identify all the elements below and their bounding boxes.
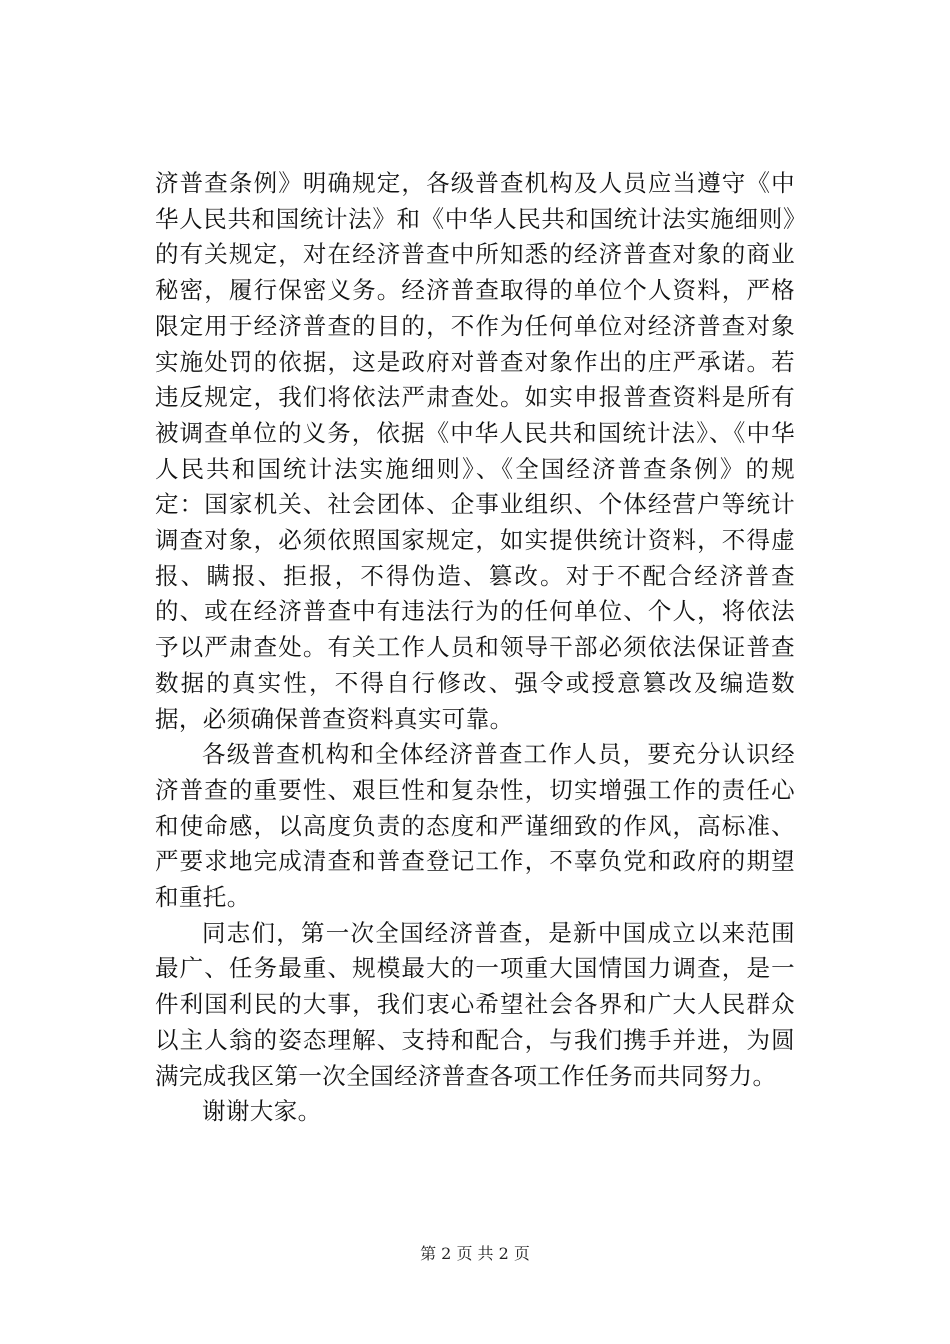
paragraph-2: 各级普查机构和全体经济普查工作人员，要充分认识经济普查的重要性、艰巨性和复杂性，切实增强工作的责任心和使命感，以高度负责的态度和严谨细致的作风，高标准、严要求地完成清查和普查登记工作，不辜负党和政府的期望和重托。 (155, 740, 795, 912)
document-body (155, 166, 795, 1130)
paragraph-1: 济普查条例》明确规定，各级普查机构及人员应当遵守《中华人民共和国统计法》和《中华人民共和国统计法实施细则》的有关规定，对在经济普查中所知悉的经济普查对象的商业秘密，履行保密义务。经济普查取得的单位个人资料，严格限定用于经济普查的目的，不作为任何单位对经济普查对象实施处罚的依据，这是政府对普查对象作出的庄严承诺。若违反规定，我们将依法严肃查处。如实申报普查资料是所有被调查单位的义务，依据《中华人民共和国统计法》、《中华人民共和国统计法实施细则》、《全国经济普查条例》的规定：国家机关、社会团体、企事业组织、个体经营户等统计调查对象，必须依照国家规定，如实提供统计资料，不得虚报、瞒报、拒报，不得伪造、篡改。对于不配合经济普查的、或在经济普查中有违法行为的任何单位、个人，将依法予以严肃查处。有关工作人员和领导干部必须依法保证普查数据的真实性，不得自行修改、强令或授意篡改及编造数据，必须确保普查资料真实可靠。 (155, 169, 795, 733)
page-footer (0, 1244, 950, 1264)
paragraph-4: 谢谢大家。 (202, 1097, 322, 1126)
paragraph-3: 同志们，第一次全国经济普查，是新中国成立以来范围最广、任务最重、规模最大的一项重大国情国力调查，是一件利国利民的大事，我们衷心希望社会各界和广大人民群众以主人翁的姿态理解、支持和配合，与我们携手并进，为圆满完成我区第一次全国经济普查各项工作任务而共同努力。 (155, 918, 795, 1090)
page-number-label: 第 2 页 共 2 页 (420, 1244, 530, 1263)
